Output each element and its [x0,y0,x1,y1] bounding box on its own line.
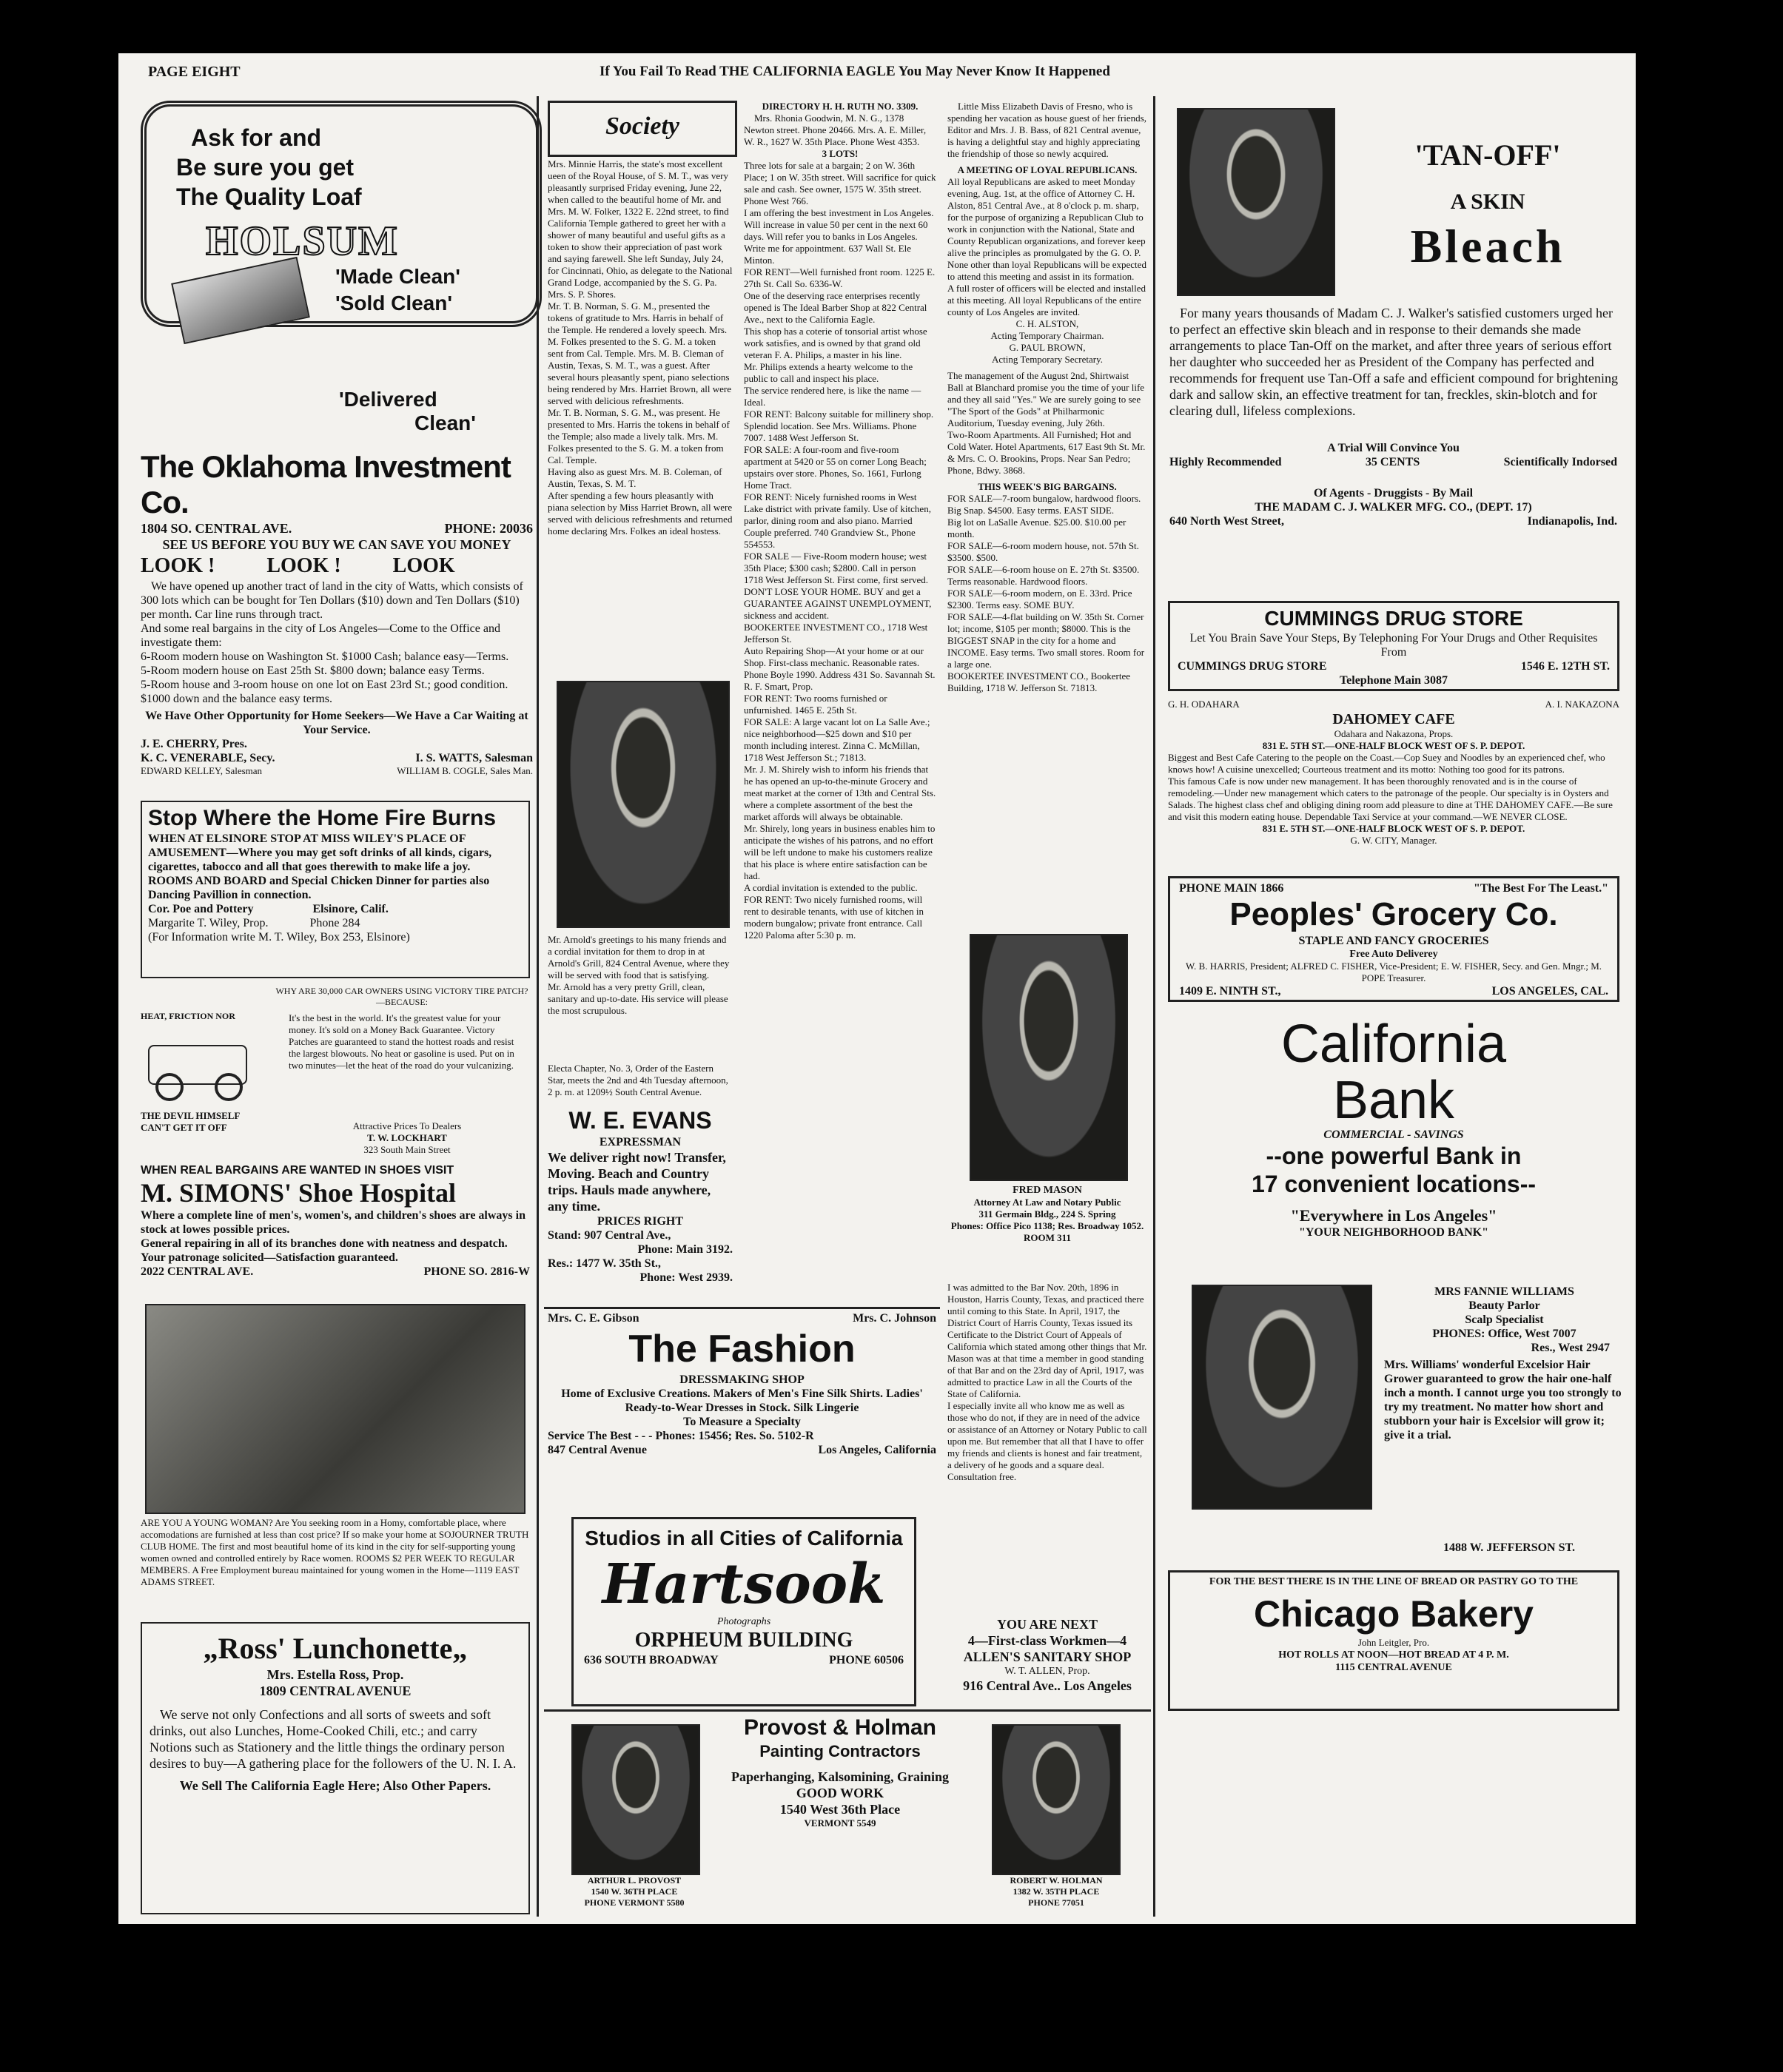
fannie-body: Mrs. Williams' wonderful Excelsior Hair Grower guaranteed to grow the hair one-half inch a month. I cannot urge you too strongly to try my treatment. No matter how short and stubborn your hair is Excelsior will grow it; give it a trial. [1384,1359,1622,1442]
oklahoma-address: 1804 SO. CENTRAL AVE. [141,521,292,536]
oklahoma-cogle: WILLIAM B. COGLE, Sales Man. [397,765,533,776]
society-body: Mrs. Minnie Harris, the state's most excellent ueen of the Royal House, of S. M. T., was very pleasantly surprised Friday evening, June 22, when called to the beautiful home of Mr. and Mrs. M. W. Folker, 1322 E. 22nd street, to find California Temple gathered to greet her with a shower of many beautiful and useful gifts as a token to show their appreciation of past work and saying farewell. She left Sunday, July 24, for Cincinnati, Ohio, as delegate to the National Grand Lodge, accompanied by the S. G. Pa. Mrs. S. P. Shores. Mr. T. B. Norman, S. G. M., presented the tokens of gratitude to Mrs. Harris in behalf of the Temple. He rendered a lovely speech. Mrs. M. Folkes presented to the S. G. M. a token sent from Cal. Temple. Mrs. M. B. Cleman of Austin, Texas, S. M. T., was a guest. After several hours pleasantly spent, piano selections being rendered by Mrs. Harriet Brown, all were served with delicious refreshments. Mr. T. B. Norman, S. G. M., was present. He presented to Mrs. Harris the tokens in behalf of the Temple; also made a lively talk. Mrs. M. Folkes presented to the S. G. M. a token from Cal. Temple. Having also as guest Mrs. M. B. Coleman, of Austin, Texas, S. M. T. After spending a few hours pleasantly with piana selection by Miss Harriet Brown, all were served with delicious refreshments and returned home declaring Mrs. Folkes an ideal hostess. [548,158,733,536]
fannie-williams-ad [1384,1285,1625,1442]
chicago-top: FOR THE BEST THERE IS IN THE LINE OF BREAD OR PASTRY GO TO THE [1209,1576,1579,1587]
peoples-slogan: "The Best For The Least." [1473,882,1608,895]
simons-addr: 2022 CENTRAL AVE. [141,1265,254,1278]
meeting-head: A MEETING OF LOYAL REPUBLICANS. [957,164,1138,175]
mason-body: I was admitted to the Bar Nov. 20th, 1896 in Houston, Harris County, Texas, and practiced there until coming to this State. In April, 1917, the District Court of Harris County, Texas issued its Certificate to the District Court of Appeals of California which stated among other things that Mr. Mason was at that time a member in good standing of that Bar and on the 23rd day of April, 1917, was admitted to practice Law in all the Courts of the State of California. I especially invite all who know me as well as those who do not, if they are in need of the advice or assistance of an Attorney or Notary Public to call upon me. But remember that all that I have to offer my friends and clients is honest and fair treatment, a delivery of he goods and a square deal. Consultation free. [947,1282,1147,1482]
evans-prices: PRICES RIGHT [597,1215,684,1228]
oklahoma-kelley: EDWARD KELLEY, Salesman [141,765,263,776]
cummings-body: Let You Brain Save Your Steps, By Telephoning For Your Drugs and Other Requisites From [1189,632,1598,659]
bank-footer [1168,1206,1619,1240]
provost-good: GOOD WORK [796,1786,884,1800]
holsum-clean: Clean' [414,411,476,434]
arnold-notice: Mr. Arnold's greetings to his many friends and a cordial invitation for them to drop in at Arnold's Grill, 824 Central Avenue, where they will be served with food that is satisfying. Mr. Arnold has a very pretty Grill, clean, sanitary and up-to-date. His service will please the most scrupulous. [548,934,730,1016]
oklahoma-pres: J. E. CHERRY, Pres. [141,738,247,750]
cummings-addr: 1546 E. 12TH ST. [1520,660,1610,673]
tanoff-company-name: THE MADAM C. J. WALKER MFG. CO., (DEPT. 17) [1255,501,1532,514]
mason-details: Attorney At Law and Notary Public 311 Germain Bldg., 224 S. Spring Phones: Office Pico 1138; Res. Broadway 1052. ROOM 311 [950,1197,1144,1243]
peoples-sub: STAPLE AND FANCY GROCERIES [1298,935,1489,947]
tanoff-rec: Highly Recommended [1169,456,1282,468]
meeting-signatures: C. H. ALSTON, Acting Temporary Chairman. G. PAUL BROWN, Acting Temporary Secretary. [990,318,1104,365]
simons-phone: PHONE SO. 2816-W [423,1265,530,1278]
bank-seventeen: 17 convenient locations-- [1251,1171,1537,1197]
fashion-left: Mrs. C. E. Gibson [548,1312,639,1325]
robert-holman-photo [992,1724,1121,1875]
ross-body: We serve not only Confections and all sorts of sweets and soft drinks, out also Lunches, Home-Cooked Chili, etc.; and carry Notions such as Stationery and the little things the ordinary person desires to buy—A gathering place for the followers of the U. N. I. A. [150,1707,517,1771]
directory-head: DIRECTORY H. H. RUTH NO. 3309. [762,101,919,112]
tanoff-title: 'TAN-OFF' [1414,138,1561,172]
fashion-service: Service The Best - - - Phones: 15456; Res. So. 5102-R [548,1430,814,1442]
peoples-addr: 1409 E. NINTH ST., [1179,985,1281,998]
dahomey-mgr: G. W. CITY, Manager. [1350,835,1437,846]
fashion-sub: DRESSMAKING SHOP [679,1373,805,1386]
fannie-parlor: Beauty Parlor [1468,1299,1540,1312]
chicago-title: Chicago Bakery [1254,1593,1534,1635]
dahomey-body: Biggest and Best Cafe Catering to the people on the Coast.—Cop Suey and Noodles by an experienced chef, who knows how! A cuisine unexcelled; Courteous treatment and its motto: Nothing too good for its patrons. This famous Cafe is now under new management. It has been thoroughly renovated and is in the course of remodeling.—Under new management which caters to the patronage of the people. Our specialty is in Oysters and Salads. The highest class chef and obliging dining room add pleasure to dine at THE DAHOMEY CAFE.—Be sure and visit this modern eating house. Dependable Taxi Service at your command.—WE NEVER CLOSE. [1168,752,1613,822]
fashion-addr: 847 Central Avenue [548,1444,647,1456]
newspaper-page [118,53,1636,1924]
ross-title: „Ross' Lunchonette„ [203,1632,468,1665]
tanoff-bleach: Bleach [1410,220,1565,272]
page-tagline: If You Fail To Read THE CALIFORNIA EAGLE You May Never Know It Happened [600,64,1110,79]
arthur-addr: 1540 W. 36TH PLACE [591,1886,678,1897]
cummings-phone: Telephone Main 3087 [1339,674,1448,687]
holsum-delivered: 'Delivered [339,388,437,411]
oklahoma-title: The Oklahoma Investment Co. [141,449,511,519]
column-rule [1153,96,1155,1917]
evans-res: Res.: 1477 W. 35th St., [548,1257,661,1270]
madam-walker-photo [1177,108,1335,296]
cummings-name: CUMMINGS DRUG STORE [1178,660,1327,673]
elsinore-body: WHEN AT ELSINORE STOP AT MISS WILEY'S PLACE OF AMUSEMENT—Where you may get soft drinks of all kinds, cigars, cigarettes, tabocco and all that goes therewith to make life a joy. ROOMS AND BOARD and Special Chicken Dinner for parties also Dancing Pavillion in connection. [148,832,492,901]
victory-devil: THE DEVIL HIMSELF CAN'T GET IT OFF [141,1110,240,1133]
victory-body: It's the best in the world. It's the greatest value for your money. It's sold on a Money Back Guarantee. Victory Patches are guaranteed to stand the hottest roads and resist the largest blowouts. No heat or gasoline is used. Put on in two minutes—let the heat of the road do your vulcanizing. [289,1012,514,1071]
bargains-head: THIS WEEK'S BIG BARGAINS. [978,481,1117,492]
arthur-phone: PHONE VERMONT 5580 [584,1897,685,1908]
section-rule [544,1307,940,1309]
victory-top: WHY ARE 30,000 CAR OWNERS USING VICTORY TIRE PATCH?—BECAUSE: [275,986,528,1007]
robert-phone: PHONE 77051 [1028,1897,1084,1908]
notices-column [947,101,1147,929]
ross-addr: 1809 CENTRAL AVENUE [259,1684,412,1698]
simons-top: WHEN REAL BARGAINS ARE WANTED IN SHOES VISIT [141,1164,454,1177]
davis-notice: Little Miss Elizabeth Davis of Fresno, who is spending her vacation as house guest of her friends, Editor and Mrs. J. B. Bass, of 821 Central avenue, is having a delightful stay and highly appreciating the friendship of those so newly acquired. [947,101,1146,159]
holsum-l1: Ask for and [191,124,322,151]
fashion-right: Mrs. C. Johnson [853,1312,936,1325]
hartsook-ad [571,1517,916,1706]
society-header [548,101,737,157]
victory-addr: 323 South Main Street [363,1144,451,1155]
victory-prices: Attractive Prices To Dealers [352,1120,462,1131]
dahomey-left: G. H. ODAHARA [1168,699,1240,710]
hartsook-addr: 636 SOUTH BROADWAY [584,1654,719,1666]
victory-left: HEAT, FRICTION NOR [141,1011,235,1021]
fannie-scalp: Scalp Specialist [1465,1314,1544,1326]
ball-notice: The management of the August 2nd, Shirtwaist Ball at Blanchard promise you the time of your life and they all said "Yes." We are surely going to see "The Sport of the Gods" at Philharmonic Auditorium, Tuesday evening, July 26th. Two-Room Apartments. All Furnished; Hot and Cold Water. Hotel Apartments, 617 East 9th St. Mr. & Mrs. C. O. Brookins, Props. Near San Pedro; Phone, Bdwy. 3868. [947,370,1146,476]
fashion-title: The Fashion [628,1328,856,1370]
holsum-made: 'Made Clean' [335,265,460,288]
oklahoma-ad [141,449,533,797]
provost-work: Paperhanging, Kalsomining, Graining [731,1769,950,1784]
fannie-phones: PHONES: Office, West 7007 [1432,1328,1577,1340]
bank-hood: "YOUR NEIGHBORHOOD BANK" [1298,1226,1488,1239]
car-illustration [141,1030,266,1104]
oklahoma-other: We Have Other Opportunity for Home Seekers—We Have a Car Waiting at Your Service. [145,710,528,736]
robert-caption [977,1875,1135,1908]
fred-mason-photo [970,934,1128,1181]
tanoff-askin: A SKIN [1450,189,1525,214]
mason-ad [947,1184,1147,1244]
fashion-city: Los Angeles, California [818,1444,936,1456]
robert-addr: 1382 W. 35TH PLACE [1013,1886,1100,1897]
hartsook-phone: PHONE 60506 [829,1654,904,1666]
oklahoma-tag: SEE US BEFORE YOU BUY WE CAN SAVE YOU MONEY [162,537,511,552]
classified-ads: Three lots for sale at a bargain; 2 on W. 36th Place; 1 on W. 35th street. Will sacrifice for quick sale and cash. See owner, 1575 W. 35th street. Phone West 766. I am offering the best investment in Los Angeles. Will increase in value 50 per cent in the next 60 days. Will refer you to banks in Los Angeles. Write me for appointment. 637 Wall St. Ele Minton. FOR RENT—Well furnished front room. 1225 E. 27th St. Call So. 6336-W. One of the deserving race enterprises recently opened is The Ideal Barber Shop at 822 Central Ave., next to the California Eagle. This shop has a coterie of tonsorial artist whose work satisfies, and is owned by that grand old veteran F. A. Philips, a master in his line. Mr. Philips extends a hearty welcome to the public to call and inspect his place. The service rendered here, is like the name — Ideal. FOR RENT: Balcony suitable for millinery shop. Splendid location. See Mrs. Williams. Phone 7007. 1488 West Jefferson St. FOR SALE: A four-room and five-room apartment at 5420 or 55 on corner Long Beach; upstairs over store. Phones, So. 1661, Furlong Home Tract. FOR RENT: Nicely furnished rooms in West Lake district with private family. Use of kitchen, parlor, dining room and also piano. Married Couple preferred. 740 Grandview St., Phone 554553. FOR SALE — Five-Room modern house; west 35th Place; $300 cash; $2800. Call in person 1718 West Jefferson St. First come, first served. DON'T LOSE YOUR HOME. BUY and get a GUARANTEE AGAINST UNEMPLOYMENT, sickness and accident. BOOKERTEE INVESTMENT CO., 1718 West Jefferson St. Auto Repairing Shop—At your home or at our Shop. First-class mechanic. Reasonable rates. Phone Boyle 1990. Address 431 So. Savannah St. R. F. Smart, Prop. FOR RENT: Two rooms furnished or unfurnished. 1465 E. 25th St. FOR SALE: A large vacant lot on La Salle Ave.; nice neighborhood—$25 down and $10 per month including interest. Zinna C. McMillan, 1718 West Jefferson St.; 71813. Mr. J. M. Shirely wish to inform his friends that he has opened an up-to-the-minute Grocery and meat market at the corner of 13th and Central Sts. where a complete assortment of the best the market affords will always be obtainable. Mr. Shirely, long years in business enables him to anticipate the wishes of his patrons, and no effort will be left undone to make his customers realize that his place is where entire satisfaction can be had. A cordial invitation is extended to the public. FOR RENT: Two nicely furnished rooms, will rent to desirable tenants, with use of kitchen in modern bungalow; private front entrance. Call 1220 Paloma after 5:30 p. m. [744,160,936,941]
tanoff-agents: Of Agents - Druggists - By Mail [1313,487,1474,500]
simons-title: M. SIMONS' Shoe Hospital [141,1178,457,1208]
dahomey-title: DAHOMEY CAFE [1332,711,1455,727]
victory-patch-ad [141,986,530,1160]
oklahoma-phone: PHONE: 20036 [444,521,533,536]
oklahoma-look: LOOK ! LOOK ! LOOK [141,554,455,577]
peoples-phone: PHONE MAIN 1866 [1179,882,1284,895]
california-bank-ad [1168,1015,1619,1197]
hartsook-top: Studios in all Cities of California [585,1527,903,1550]
society-portrait-photo [557,681,730,928]
ross-ad [141,1622,530,1914]
peoples-officers: W. B. HARRIS, President; ALFRED C. FISHER, Vice-President; E. W. FISHER, Secy. and Gen. Mngr.; M. POPE Treasurer. [1185,961,1602,983]
provost-addr: 1540 West 36th Place [779,1802,901,1817]
elsinore-info: (For Information write M. T. Wiley, Box 253, Elsinore) [148,931,410,944]
cummings-title: CUMMINGS DRUG STORE [1264,607,1523,630]
holsum-sold: 'Sold Clean' [335,292,453,314]
elsinore-prop: Margarite T. Wiley, Prop. Phone 284 [148,917,360,929]
tanoff-trial: A Trial Will Convince You [1327,442,1460,454]
lots-head: 3 LOTS! [822,148,859,159]
sojourner-home-photo [145,1304,526,1514]
dahomey-right: A. I. NAKAZONA [1545,699,1619,710]
fashion-measure: To Measure a Specialty [683,1416,801,1428]
tanoff-company [1162,486,1625,538]
oklahoma-secy: K. C. VENERABLE, Secy. [141,752,275,764]
simons-ad [141,1163,530,1296]
fashion-ad [548,1311,936,1504]
evans-role: EXPRESSMAN [599,1136,682,1148]
section-rule [544,1709,1151,1712]
hartsook-photo: Photographs [716,1616,771,1627]
tanoff-city: Indianapolis, Ind. [1527,515,1617,528]
tanoff-footer [1162,441,1625,485]
allens-ad [947,1616,1147,1694]
bargains-body: FOR SALE—7-room bungalow, hardwood floors. Big Snap. $4500. Easy terms. EAST SIDE. Big lot on LaSalle Avenue. $25.00. $10.00 per month. FOR SALE—6-room modern house, not. 57th St. $3500. $500. FOR SALE—6-room house on E. 27th St. $3500. Terms reasonable. Hardwood floors. FOR SALE—6-room modern, on E. 33rd. Price $2300. Terms easy. SOME BUY. FOR SALE—4-flat building on W. 35th St. Corner lot; income, $105 per month; $8000. This is the BIGGEST SNAP in the city for a home and INCOME. Easy terms. Two small stores. Room for a large one. BOOKERTEE INVESTMENT CO., Bookertee Building, 1718 W. Jefferson St. 71813. [947,493,1145,693]
peoples-grocery-ad [1168,876,1619,1002]
arthur-caption [555,1875,713,1908]
tanoff-indorsed: Scientifically Indorsed [1503,456,1617,468]
bank-one: --one powerful Bank in [1266,1143,1522,1169]
page-number: PAGE EIGHT [148,64,241,80]
fannie-res: Res., West 2947 [1531,1342,1610,1354]
holsum-brand: HOLSUM [206,218,399,264]
fannie-addr: 1488 W. JEFFERSON ST. [1443,1541,1575,1554]
bread-loaf-image [171,257,310,344]
fannie-williams-photo [1192,1285,1372,1510]
robert-name: ROBERT W. HOLMAN [1010,1875,1103,1886]
evans-phone2: Phone: West 2939. [639,1271,733,1284]
meeting-body: All loyal Republicans are asked to meet Monday evening, Aug. 1st, at the office of Attorney C. H. Alston, 851 Central Ave., at 8 o'clock p. m. sharp, for the purpose of organizing a Republican Club to work in conjunction with the National, State and County Republican organizations, and forever keep alive the principles as promulgated by the G. O. P. None other than loyal Republicans will be expected to attend this meeting and assist in its formation. A full roster of officers will be elected and installed at this meeting. All loyal Republicans of the entire county of Los Angeles are invited. [947,176,1146,317]
victory-name: T. W. LOCKHART [367,1132,447,1143]
evans-stand: Stand: 907 Central Ave., [548,1229,671,1242]
dahomey-props: Odahara and Nakazona, Props. [1334,728,1454,739]
allens-workmen: 4—First-class Workmen—4 [967,1633,1127,1648]
simons-body: Where a complete line of men's, women's, and children's shoes are always in stock at lowes possible prices. General repairing in all of its branches done with neatness and despatch. Your patronage solicited—Satisfaction guaranteed. [141,1209,526,1264]
elsinore-ad [141,801,530,978]
holsum-l3: The Quality Loaf [176,184,362,210]
peoples-title: Peoples' Grocery Co. [1229,896,1558,932]
provost-sub: Painting Contractors [759,1742,921,1760]
bank-every: "Everywhere in Los Angeles" [1290,1206,1497,1225]
peoples-free: Free Auto Deliverey [1349,949,1438,960]
mason-name: FRED MASON [1013,1185,1082,1196]
directory-column [744,101,936,1314]
provost-holman-ad [722,1714,958,1829]
bank-l2: Bank [1332,1071,1455,1130]
arthur-provost-photo [571,1724,700,1875]
chicago-addr: 1115 CENTRAL AVENUE [1335,1662,1452,1673]
chicago-prop: John Leitgler, Pro. [1357,1637,1430,1648]
allens-name: ALLEN'S SANITARY SHOP [963,1649,1132,1664]
column-rule [537,96,539,1917]
arthur-name: ARTHUR L. PROVOST [587,1875,682,1886]
allens-prop: W. T. ALLEN, Prop. [1004,1666,1090,1677]
allens-next: YOU ARE NEXT [996,1617,1098,1632]
evans-body: We deliver right now! Transfer, Moving. Beach and Country trips. Hauls made anywhere, any time. [548,1150,726,1214]
dahomey-addr2: 831 E. 5TH ST.—ONE-HALF BLOCK WEST OF S. P. DEPOT. [1262,823,1525,834]
sojourner-ad-text: ARE YOU A YOUNG WOMAN? Are You seeking room in a Homy, comfortable place, where accomodations are furnished at less than cost price? If so make your home at SOJOURNER TRUTH CLUB HOME. The first and most beautiful home of its kind in the city for self-supporting young women owned and controlled entirely by Race women. ROOMS $2 PER WEEK TO REGULAR MEMBERS. A Free Employment bureau maintained for young women in the Home—1119 EAST ADAMS STREET. [141,1517,529,1587]
provost-phone: VERMONT 5549 [804,1817,876,1829]
evans-ad [548,1106,733,1299]
electa-notice: Electa Chapter, No. 3, Order of the Eastern Star, meets the 2nd and 4th Tuesday afternoon, 2 p. m. at 1209½ South Central Avenue. [548,1063,728,1097]
tanoff-ad [1162,101,1625,434]
elsinore-title: Stop Where the Home Fire Burns [148,806,497,830]
hartsook-building: ORPHEUM BUILDING [634,1629,853,1652]
oklahoma-salesman: I. S. WATTS, Salesman [415,752,533,764]
ross-foot: We Sell The California Eagle Here; Also Other Papers. [179,1778,491,1793]
directory-body: Mrs. Rhonia Goodwin, M. N. G., 1378 Newton street. Phone 20466. Mrs. A. E. Miller, W. R., 1627 W. 35th Place. Phone West 4353. [744,112,927,147]
fashion-body: Home of Exclusive Creations. Makers of Men's Fine Silk Shirts. Ladies' Ready-to-Wear Dresses in Stock. Silk Lingerie [561,1388,923,1414]
chicago-hot: HOT ROLLS AT NOON—HOT BREAD AT 4 P. M. [1278,1649,1509,1661]
evans-name: W. E. EVANS [568,1107,712,1134]
holsum-l2: Be sure you get [176,154,355,181]
tanoff-body: For many years thousands of Madam C. J. Walker's satisfied customers urged her to perfect an effective skin bleach and in response to their demands she made arrangements to place Tan-Off on the market, and after three years of serious effort her daughter who succeeded her as President of the Company has perfected and recommends for frequent use Tan-Off a safe and efficient compound for brightening dark and sallow skin, an effective treatment for tan, freckles, skin-blotch and for clearing dull, lifeless complexions. [1169,306,1619,418]
society-head: Society [605,112,680,140]
provost-title: Provost & Holman [743,1715,937,1740]
ross-prop: Mrs. Estella Ross, Prop. [266,1667,404,1682]
dahomey-addr: 831 E. 5TH ST.—ONE-HALF BLOCK WEST OF S. P. DEPOT. [1262,740,1525,751]
cummings-ad [1168,601,1619,691]
allens-addr: 916 Central Ave.. Los Angeles [963,1678,1132,1693]
fannie-name: MRS FANNIE WILLIAMS [1434,1285,1574,1298]
dahomey-ad [1168,699,1619,869]
elsinore-addr: Cor. Poe and Pottery Elsinore, Calif. [148,903,389,915]
oklahoma-body: We have opened up another tract of land in the city of Watts, which consists of 300 lots which can be bought for Ten Dollars ($10) down and Ten Dollars ($10) per month. Car line runs through tract. And some real bargains in the city of Los Angeles—Come to the Office and investigate them: 6-Room modern house on Washington St. $1000 Cash; balance easy—Terms. 5-Room modern house on East 25th St. $800 down; balance easy Terms. 5-Room house and 3-room house on one lot on East 23rd St.; good condition. $1000 down and the balance easy terms. [141,580,523,705]
bank-l1: California [1280,1015,1507,1074]
holsum-ad [141,101,542,327]
chicago-bakery-ad [1168,1570,1619,1711]
peoples-city: LOS ANGELES, CAL. [1491,985,1608,998]
evans-phone1: Phone: Main 3192. [637,1243,733,1256]
tanoff-cents: 35 CENTS [1365,456,1420,468]
bank-sub: COMMERCIAL - SAVINGS [1323,1128,1464,1141]
tanoff-addr: 640 North West Street, [1169,515,1284,528]
hartsook-logo: Hartsook [602,1553,886,1616]
